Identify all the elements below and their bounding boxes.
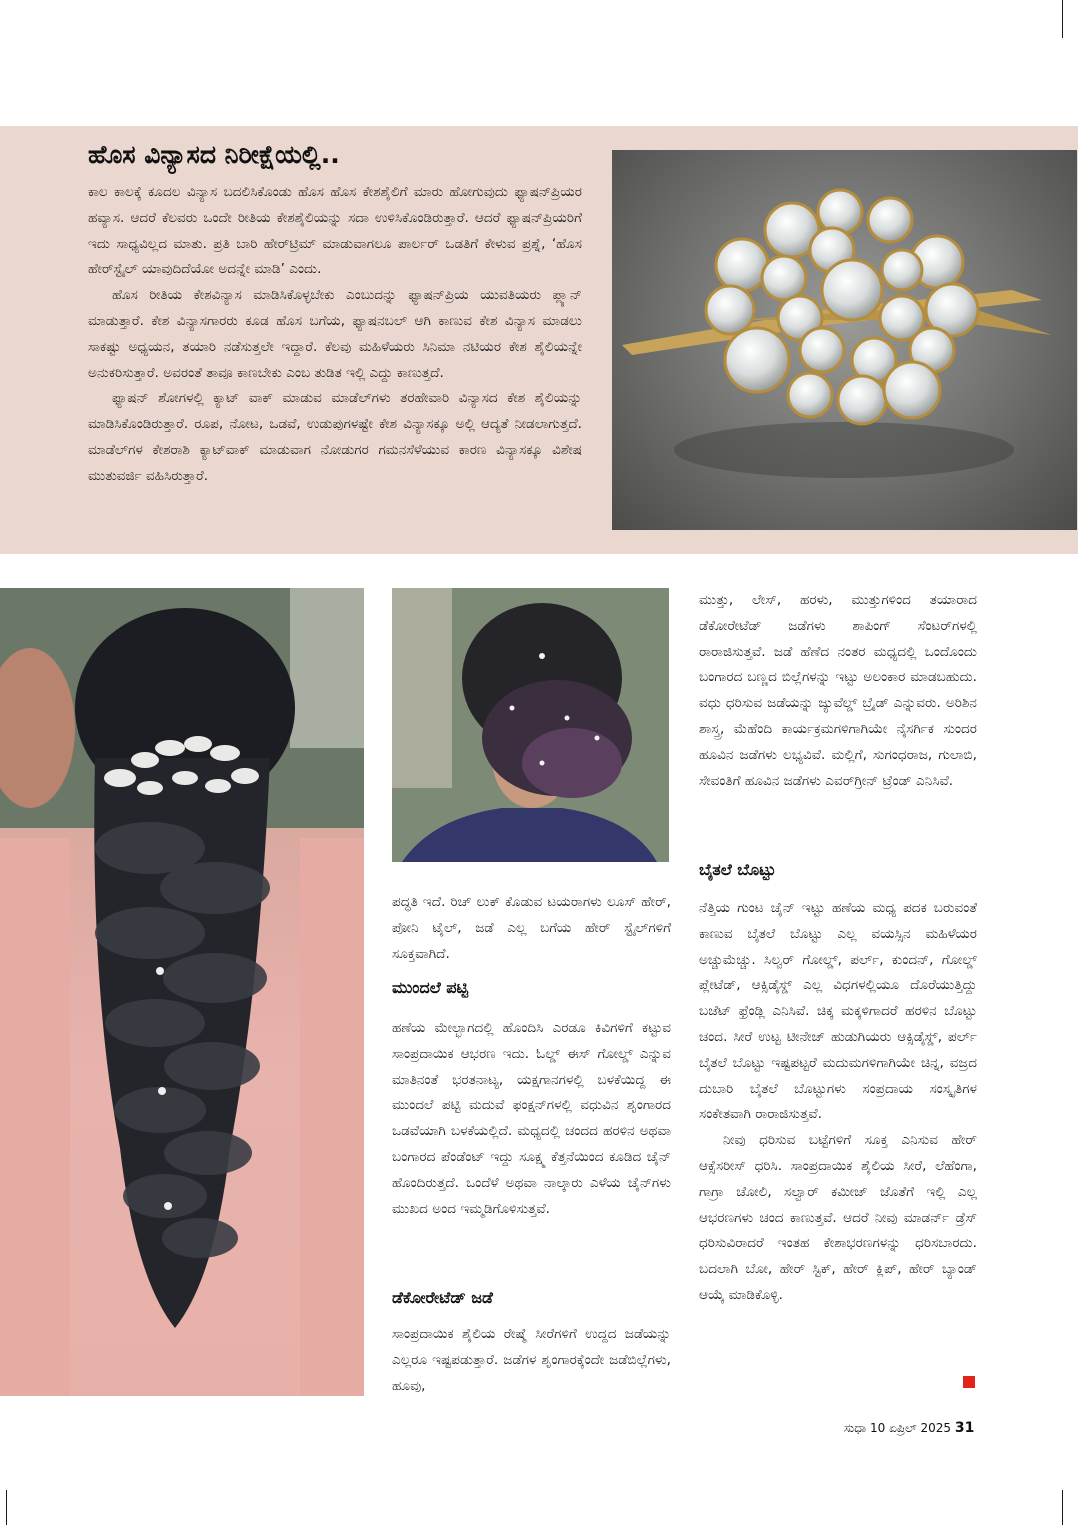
mundale-patti-text: ಹಣೆಯ ಮೇಲ್ಭಾಗದಲ್ಲಿ ಹೊಂದಿಸಿ ಎರಡೂ ಕಿವಿಗಳಿಗೆ ಕಟ್ಟುವ ಸಾಂಪ್ರದಾಯಿಕ ಆಭರಣ ಇದು. ಓಲ್ಡ್ ಈಸ್ ಗೋಲ್ಡ್ ಎನ್ನುವ ಮಾತಿನಂತೆ ಭರತನಾಟ್ಯ, ಯಕ್ಷಗಾನಗಳಲ್ಲಿ ಬಳಕೆಯಿದ್ದ ಈ ಮುಂದಲೆ ಪಟ್ಟಿ ಮದುವೆ ಫಂಕ್ಷನ್‌ಗಳಲ್ಲಿ ವಧುವಿನ ಶೃಂಗಾರದ ಒಡವೆಯಾಗಿ ಬಳಕೆಯಲ್ಲಿದೆ. ಮಧ್ಯದಲ್ಲಿ ಚಂದದ ಹರಳಿನ ಅಥವಾ ಬಂಗಾರದ ಪೆಂಡೆಂಟ್ ಇದ್ದು ಸೂಕ್ಷ್ಮ ಕೆತ್ತನೆಯಿಂದ ಕೂಡಿದ ಚೈನ್ ಹೊಂದಿರುತ್ತದೆ. ಒಂದೆಳೆ ಅಥವಾ ನಾಲ್ಕಾರು ಎಳೆಯ ಚೈನ್‌ಗಳು ಮುಖದ ಅಂದ ಇಮ್ಮಡಿಗೊಳಿಸುತ್ತವೆ.: [392, 1020, 671, 1217]
page-footer: [844, 1420, 974, 1436]
box-paragraph: ಕಾಲ ಕಾಲಕ್ಕೆ ಕೂದಲ ವಿನ್ಯಾಸ ಬದಲಿಸಿಕೊಂಡು ಹೊಸ ಹೊಸ ಕೇಶಶೈಲಿಗೆ ಮಾರು ಹೋಗುವುದು ಫ್ಯಾಷನ್‌ಪ್ರಿಯರ ಹವ್ಯಾಸ. ಆದರೆ ಕೆಲವರು ಒಂದೇ ರೀತಿಯ ಕೇಶಶೈಲಿಯನ್ನು ಸದಾ ಉಳಿಸಿಕೊಂಡಿರುತ್ತಾರೆ. ಆದರೆ ಫ್ಯಾಷನ್‌ಪ್ರಿಯರಿಗೆ ಇದು ಸಾಧ್ಯವಿಲ್ಲದ ಮಾತು. ಪ್ರತಿ ಬಾರಿ ಹೇರ್‌ಟ್ರಿಮ್ ಮಾಡುವಾಗಲೂ ಪಾರ್ಲರ್ ಒಡತಿಗೆ ಕೇಳುವ ಪ್ರಶ್ನೆ, ‘ಹೊಸ ಹೇರ್‌ಸ್ಟೈಲ್ ಯಾವುದಿದೆಯೋ ಅದನ್ನೇ ಮಾಡಿ’ ಎಂದು.: [88, 184, 582, 278]
box-paragraph: ಫ್ಯಾಷನ್ ಶೋಗಳಲ್ಲಿ ಕ್ಯಾಟ್ ವಾಕ್ ಮಾಡುವ ಮಾಡೆಲ್‌ಗಳು ತರಹೇವಾರಿ ವಿನ್ಯಾಸದ ಕೇಶ ಶೈಲಿಯನ್ನು ಮಾಡಿಸಿಕೊಂಡಿರುತ್ತಾರೆ. ರೂಪ, ನೋಟ, ಒಡವೆ, ಉಡುಪುಗಳಷ್ಟೇ ಕೇಶ ವಿನ್ಯಾಸಕ್ಕೂ ಅಲ್ಲಿ ಆದ್ಯತೆ ನೀಡಲಾಗುತ್ತದೆ. ಮಾಡೆಲ್‌ಗಳ ಕೇಶರಾಶಿ ಕ್ಯಾಟ್‌ವಾಕ್ ಮಾಡುವಾಗ ನೋಡುಗರ ಗಮನಸೆಳೆಯುವ ಕಾರಣ ವಿನ್ಯಾಸಕ್ಕೂ ವಿಶೇಷ ಮುತುವರ್ಜಿ ವಹಿಸಿರುತ್ತಾರೆ.: [88, 390, 582, 484]
section-heading-baitale-bottu: ಬೈತಲೆ ಬೊಟ್ಟು: [699, 860, 776, 879]
baitale-bottu-text: ನೆತ್ತಿಯ ಗುಂಟ ಚೈನ್ ಇಟ್ಟು ಹಣೆಯ ಮಧ್ಯ ಪದಕ ಬರುವಂತೆ ಕಾಣುವ ಬೈತಲೆ ಬೊಟ್ಟು ಎಲ್ಲ ವಯಸ್ಸಿನ ಮಹಿಳೆಯರ ಅಚ್ಚುಮೆಚ್ಚು. ಸಿಲ್ವರ್ ಗೋಲ್ಡ್, ಪರ್ಲ್, ಕುಂದನ್, ಗೋಲ್ಡ್ ಪ್ಲೇಟೆಡ್, ಆಕ್ಸಿಡೈಸ್ಡ್ ಎಲ್ಲ ವಿಧಗಳಲ್ಲಿಯೂ ದೊರೆಯುತ್ತಿದ್ದು ಬಜೆಟ್ ಫ್ರೆಂಡ್ಲಿ ಎನಿಸಿವೆ. ಚಿಕ್ಕ ಮಕ್ಕಳಿಗಾದರೆ ಹರಳಿನ ಬೊಟ್ಟು ಚಂದ. ಸೀರೆ ಉಟ್ಟ ಟೀನೇಜ್ ಹುಡುಗಿಯರು ಆಕ್ಸಿಡೈಸ್ಡ್, ಪರ್ಲ್ ಬೈತಲೆ ಬೊಟ್ಟು ಇಷ್ಟಪಟ್ಟರೆ ಮದುಮಗಳಿಗಾಗಿಯೇ ಚಿನ್ನ, ವಜ್ರದ ದುಬಾರಿ ಬೈತಲೆ ಬೊಟ್ಟುಗಳು ಸಂಪ್ರದಾಯ ಸಂಸ್ಕೃತಿಗಳ ಸಂಕೇತವಾಗಿ ರಾರಾಜಿಸುತ್ತವೆ.: [699, 900, 977, 1123]
box-body: [88, 180, 582, 490]
brooch-illustration: [612, 150, 1077, 530]
section-heading-decorated-jade: ಡೆಕೋರೇಟೆಡ್ ಜಡೆ: [392, 1288, 493, 1307]
crop-mark: [1062, 0, 1063, 38]
column-2-intro-text: ಪದ್ಧತಿ ಇದೆ. ರಿಚ್ ಲುಕ್ ಕೊಡುವ ಟಯರಾಗಳು ಲೂಸ್ ಹೇರ್, ಪೋನಿ ಟೈಲ್, ಜಡೆ ಎಲ್ಲ ಬಗೆಯ ಹೇರ್ ಸ್ಟೈಲ್‌ಗಳಿಗೆ ಸೂಕ್ತವಾಗಿದೆ.: [392, 894, 671, 962]
column-3-section: [699, 896, 977, 1309]
brooch-photo: [612, 150, 1077, 530]
end-of-article-mark: [963, 1376, 975, 1388]
crop-mark: [1062, 1490, 1063, 1525]
column-2-intro: [392, 890, 671, 967]
column-2-section-1: [392, 1016, 671, 1222]
section-heading-mundale-patti: ಮುಂದಲೆ ಪಟ್ಟಿ: [392, 978, 469, 997]
braid-illustration: [0, 588, 364, 1396]
box-title: ಹೊಸ ವಿನ್ಯಾಸದ ನಿರೀಕ್ಷೆಯಲ್ಲಿ..: [88, 140, 340, 169]
braided-hairstyle-photo: [0, 588, 364, 1396]
bun-illustration: [392, 588, 669, 862]
page-number: 31: [954, 1420, 975, 1436]
column-3-top-text: ಮುತ್ತು, ಲೇಸ್, ಹರಳು, ಮುತ್ತುಗಳಿಂದ ತಯಾರಾದ ಡೆಕೋರೇಟೆಡ್ ಜಡೆಗಳು ಶಾಪಿಂಗ್ ಸೆಂಟರ್‌ಗಳಲ್ಲಿ ರಾರಾಜಿಸುತ್ತವೆ. ಜಡೆ ಹೆಣೆದ ನಂತರ ಮಧ್ಯದಲ್ಲಿ ಒಂದೊಂದು ಬಂಗಾರದ ಬಣ್ಣದ ಬಿಲ್ಲೆಗಳನ್ನು ಇಟ್ಟು ಅಲಂಕಾರ ಮಾಡಬಹುದು. ವಧು ಧರಿಸುವ ಜಡೆಯನ್ನು ಜ್ಯುವೆಲ್ಡ್ ಬ್ರೈಡ್ ಎನ್ನುವರು. ಅರಿಶಿನ ಶಾಸ್ತ್ರ, ಮೆಹೆಂದಿ ಕಾರ್ಯಕ್ರಮಗಳಿಗಾಗಿಯೇ ನೈಸರ್ಗಿಕ ಸುಂದರ ಹೂವಿನ ಜಡೆಗಳು ಲಭ್ಯವಿವೆ. ಮಲ್ಲಿಗೆ, ಸುಗಂಧರಾಜ, ಗುಲಾಬಿ, ಸೇವಂತಿಗೆ ಹೂವಿನ ಜಡೆಗಳು ಎವರ್‌ಗ್ರೀನ್ ಟ್ರೆಂಡ್ ಎನಿಸಿವೆ.: [699, 592, 977, 789]
column-3-top: [699, 588, 977, 794]
crop-mark: [6, 1490, 7, 1525]
box-paragraph: ಹೊಸ ರೀತಿಯ ಕೇಶವಿನ್ಯಾಸ ಮಾಡಿಸಿಕೊಳ್ಳಬೇಕು ಎಂಬುದನ್ನು ಫ್ಯಾಷನ್‌ಪ್ರಿಯ ಯುವತಿಯರು ಪ್ಲ್ಯಾನ್ ಮಾಡುತ್ತಾರೆ. ಕೇಶ ವಿನ್ಯಾಸಗಾರರು ಕೂಡ ಹೊಸ ಬಗೆಯ, ಫ್ಯಾಷನಬಲ್ ಆಗಿ ಕಾಣುವ ಕೇಶ ವಿನ್ಯಾಸ ಮಾಡಲು ಸಾಕಷ್ಟು ಅಧ್ಯಯನ, ತಯಾರಿ ನಡೆಸುತ್ತಲೇ ಇದ್ದಾರೆ. ಕೆಲವು ಮಹಿಳೆಯರು ಸಿನಿಮಾ ನಟಿಯರ ಕೇಶ ಶೈಲಿಯನ್ನೇ ಅನುಕರಿಸುತ್ತಾರೆ. ಅವರಂತೆ ತಾವೂ ಕಾಣಬೇಕು ಎಂಬ ತುಡಿತ ಇಲ್ಲಿ ಎದ್ದು ಕಾಣುತ್ತದೆ.: [88, 287, 582, 381]
column-2-section-2: [392, 1322, 671, 1399]
publication-date: ಸುಧಾ 10 ಏಪ್ರಿಲ್ 2025: [844, 1421, 952, 1435]
bun-hairstyle-photo: [392, 588, 669, 862]
decorated-jade-text: ಸಾಂಪ್ರದಾಯಿಕ ಶೈಲಿಯ ರೇಷ್ಮೆ ಸೀರೆಗಳಿಗೆ ಉದ್ದದ ಜಡೆಯನ್ನು ಎಲ್ಲರೂ ಇಷ್ಟಪಡುತ್ತಾರೆ. ಜಡೆಗಳ ಶೃಂಗಾರಕ್ಕೆಂದೇ ಜಡೆಬಿಲ್ಲೆಗಳು, ಹೂವು,: [392, 1326, 671, 1394]
baitale-bottu-text-2: ನೀವು ಧರಿಸುವ ಬಟ್ಟೆಗಳಿಗೆ ಸೂಕ್ತ ಎನಿಸುವ ಹೇರ್ ಆಕ್ಸೆಸರೀಸ್ ಧರಿಸಿ. ಸಾಂಪ್ರದಾಯಿಕ ಶೈಲಿಯ ಸೀರೆ, ಲೆಹೆಂಗಾ, ಗಾಗ್ರಾ ಚೋಲಿ, ಸಲ್ವಾರ್ ಕಮೀಜ್ ಜೊತೆಗೆ ಇಲ್ಲಿ ಎಲ್ಲ ಆಭರಣಗಳು ಚಂದ ಕಾಣುತ್ತವೆ. ಆದರೆ ನೀವು ಮಾಡರ್ನ್ ಡ್ರೆಸ್ ಧರಿಸುವಿರಾದರೆ ಇಂತಹ ಕೇಶಾಭರಣಗಳನ್ನು ಧರಿಸಬಾರದು. ಬದಲಾಗಿ ಬೋ, ಹೇರ್ ಸ್ಟಿಕ್, ಹೇರ್ ಕ್ಲಿಪ್, ಹೇರ್ ಬ್ಯಾಂಡ್ ಆಯ್ಕೆ ಮಾಡಿಕೊಳ್ಳಿ.: [699, 1132, 977, 1303]
